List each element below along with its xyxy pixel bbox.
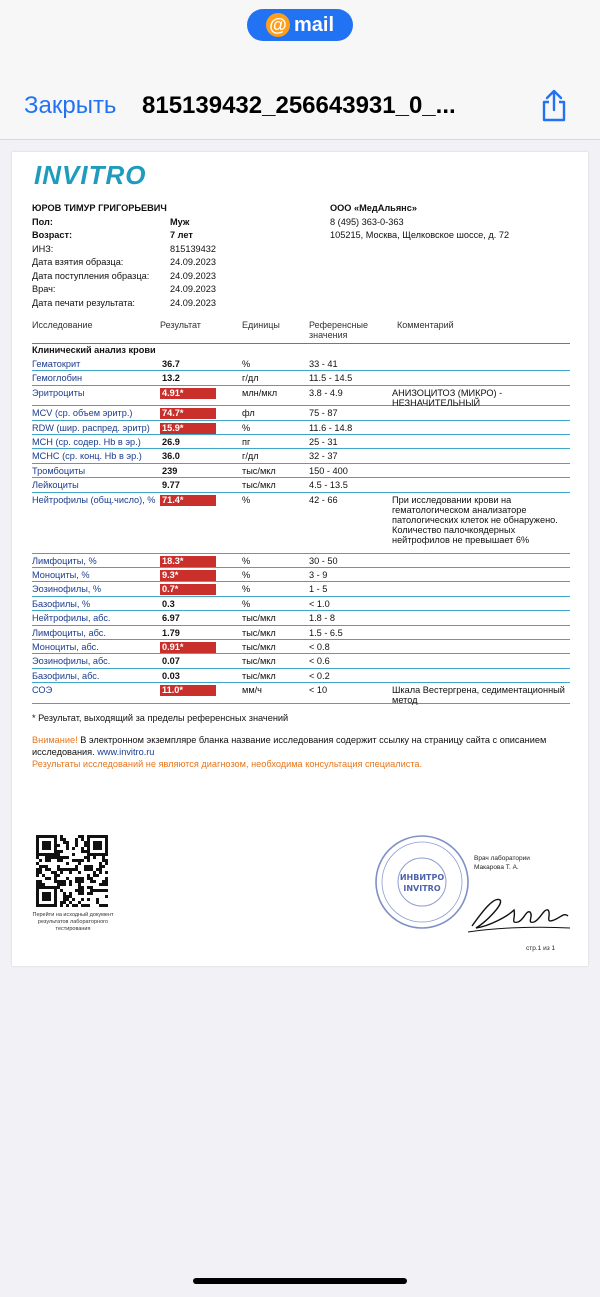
row-name[interactable]: Гематокрит [32, 359, 81, 369]
row-name[interactable]: MCH (ср. содер. Hb в эр.) [32, 437, 141, 448]
table-header [32, 320, 570, 342]
row-unit: г/дл [242, 373, 259, 384]
row-name[interactable]: Нейтрофилы, абс. [32, 613, 111, 624]
patient-field [32, 270, 322, 284]
row-reference: 32 - 37 [309, 451, 338, 462]
row-reference: < 0.2 [309, 670, 330, 681]
patient-field-value: 24.09.2023 [170, 284, 216, 294]
table-row [32, 478, 570, 492]
row-unit: % [242, 598, 251, 609]
qr-caption: Перейти на исходный документ результатов лабораторного тестирования [32, 912, 114, 932]
row-unit: тыс/мкл [242, 670, 276, 681]
row-name[interactable]: MCV (ср. объем эритр.) [32, 408, 133, 419]
row-name[interactable]: Лейкоциты [32, 480, 79, 491]
row-name[interactable]: Гемоглобин [32, 373, 83, 384]
row-reference: 11.5 - 14.5 [309, 373, 353, 384]
table-row [32, 640, 570, 654]
patient-field-value: 7 лет [170, 230, 193, 240]
patient-field [32, 216, 322, 230]
page-number: стр.1 из 1 [526, 945, 556, 952]
row-result: 26.9 [162, 437, 180, 448]
row-reference: 33 - 41 [309, 359, 338, 369]
row-unit: % [242, 584, 251, 595]
row-reference: 1.8 - 8 [309, 613, 336, 624]
col-result: Результат [160, 320, 201, 330]
row-reference: 30 - 50 [309, 555, 338, 566]
doctor-title: Врач лаборатории [474, 855, 530, 862]
table-row [32, 669, 570, 683]
row-name[interactable]: Нейтрофилы (общ.число), % [32, 494, 156, 505]
table-row [32, 568, 570, 582]
patient-field [32, 243, 322, 257]
row-name[interactable]: Моноциты, % [32, 570, 90, 581]
lab-block [330, 202, 580, 243]
table-row [32, 654, 570, 668]
table-row [32, 597, 570, 611]
row-unit: г/дл [242, 451, 259, 462]
top-bar [0, 0, 600, 140]
patient-field-label: Возраст: [32, 230, 73, 240]
row-result: 0.3 [162, 598, 175, 609]
row-reference: 4.5 - 13.5 [309, 480, 348, 491]
row-name[interactable]: Эритроциты [32, 387, 85, 398]
row-reference: 25 - 31 [309, 437, 338, 448]
patient-field-label: Врач: [32, 284, 56, 294]
share-icon[interactable] [538, 89, 570, 123]
col-comment: Комментарий [397, 320, 454, 330]
row-result: 11.0* [160, 685, 216, 696]
row-reference: 11.6 - 14.8 [309, 422, 353, 433]
table-row [32, 435, 570, 449]
lab-address: 105215, Москва, Щелковское шоссе, д. 72 [330, 230, 510, 240]
row-unit: % [242, 494, 251, 505]
table-row [32, 582, 570, 596]
disclaimer: Результаты исследований не являются диагнозом, необходима консультация специалиста. [32, 759, 423, 769]
table-row [32, 464, 570, 478]
lab-name: ООО «МедАльянс» [330, 203, 417, 213]
row-name[interactable]: Эозинофилы, абс. [32, 656, 111, 667]
row-result: 9.77 [162, 480, 180, 491]
patient-field-label: Пол: [32, 216, 53, 227]
row-result: 15.9* [160, 423, 216, 434]
table-row [32, 626, 570, 640]
row-name[interactable]: Тромбоциты [32, 465, 86, 476]
row-unit: мм/ч [242, 685, 262, 696]
signature-icon [464, 882, 572, 938]
row-unit: % [242, 570, 251, 581]
row-name[interactable]: Моноциты, абс. [32, 641, 99, 652]
patient-block [32, 202, 322, 310]
row-unit: % [242, 422, 251, 433]
row-name[interactable]: Эозинофилы, % [32, 584, 102, 595]
table-row [32, 554, 570, 568]
row-unit: тыс/мкл [242, 656, 276, 667]
svg-text:INVITRO: INVITRO [403, 884, 441, 893]
table-row [32, 611, 570, 625]
document-filename: 815139432_256643931_0_... [142, 92, 456, 119]
row-result: 13.2 [162, 373, 180, 384]
row-comment: Шкала Вестергрена, седиментационный метод [392, 685, 565, 706]
row-result: 36.7 [162, 359, 180, 369]
patient-field-value: 24.09.2023 [170, 270, 216, 281]
patient-name: ЮРОВ ТИМУР ГРИГОРЬЕВИЧ [32, 203, 167, 213]
row-unit: % [242, 359, 251, 369]
attention-label: Внимание! [32, 735, 78, 745]
row-reference: < 10 [309, 685, 328, 696]
row-name[interactable]: Базофилы, % [32, 598, 91, 609]
row-name[interactable]: RDW (шир. распред. эритр) [32, 422, 150, 433]
report-page [12, 152, 588, 966]
col-units: Единицы [242, 320, 280, 330]
mail-app-pill[interactable] [247, 9, 353, 41]
patient-field-label: Дата печати результата: [32, 297, 135, 308]
row-reference: 150 - 400 [309, 465, 348, 476]
row-result: 0.07 [162, 656, 180, 667]
row-result: 1.79 [162, 627, 180, 638]
row-unit: фл [242, 408, 255, 419]
section-title: Клинический анализ крови [32, 343, 570, 355]
invitro-logo: INVITRO [34, 160, 147, 190]
row-reference: 3.8 - 4.9 [309, 387, 343, 398]
table-row [32, 493, 570, 554]
lab-phone: 8 (495) 363-0-363 [330, 216, 404, 227]
row-unit: тыс/мкл [242, 465, 276, 476]
row-unit: млн/мкл [242, 387, 278, 398]
row-unit: пг [242, 437, 251, 448]
row-unit: тыс/мкл [242, 641, 276, 652]
mail-at-icon: @ [266, 13, 290, 37]
table-row [32, 357, 570, 371]
row-result: 18.3* [160, 556, 216, 567]
patient-field [32, 283, 322, 297]
home-indicator[interactable] [193, 1278, 407, 1284]
row-reference: < 1.0 [309, 598, 330, 609]
row-name[interactable]: MCHC (ср. конц. Hb в эр.) [32, 451, 142, 462]
attention-note [32, 734, 572, 770]
mail-brand-label: mail [293, 13, 335, 36]
row-reference: 1.5 - 6.5 [309, 627, 343, 638]
svg-text:ИНВИТРО: ИНВИТРО [399, 873, 445, 882]
row-result: 239 [162, 465, 178, 476]
table-row [32, 371, 570, 385]
patient-field-value: Муж [170, 216, 190, 227]
row-name[interactable]: СОЭ [32, 685, 53, 696]
row-reference: 75 - 87 [309, 408, 338, 419]
table-row [32, 449, 570, 463]
row-comment: При исследовании крови на гематологическом анализаторе патологических клеток не обнаружено. Количество палочкоядерных нейтрофилов не превышает 6% [392, 494, 558, 545]
doctor-name: Макарова Т. А. [474, 864, 519, 871]
row-name[interactable]: Лимфоциты, абс. [32, 627, 106, 638]
row-result: 4.91* [160, 388, 216, 399]
table-row [32, 406, 570, 420]
table-row [32, 386, 570, 407]
patient-field-value: 815139432 [170, 243, 216, 254]
row-unit: % [242, 555, 251, 566]
site-link[interactable]: www.invitro.ru [97, 747, 155, 757]
row-name[interactable]: Базофилы, абс. [32, 670, 100, 681]
patient-field-label: Дата поступления образца: [32, 270, 150, 281]
row-result: 74.7* [160, 408, 216, 419]
row-result: 0.03 [162, 670, 180, 681]
patient-field [32, 297, 322, 311]
row-unit: тыс/мкл [242, 613, 276, 624]
doctor-block [474, 854, 574, 872]
patient-field [32, 229, 322, 243]
row-reference: 3 - 9 [309, 570, 328, 581]
qr-code[interactable] [36, 835, 108, 907]
row-result: 6.97 [162, 613, 180, 624]
results-table [32, 357, 570, 704]
row-comment: АНИЗОЦИТОЗ (МИКРО) - НЕЗНАЧИТЕЛЬНЫЙ [392, 387, 503, 408]
row-reference: 1 - 5 [309, 584, 328, 595]
row-result: 71.4* [160, 495, 216, 506]
patient-field-label: ИНЗ: [32, 243, 54, 254]
patient-field-value: 24.09.2023 [170, 257, 216, 267]
row-reference: 42 - 66 [309, 494, 338, 505]
col-test: Исследование [32, 320, 93, 330]
row-name[interactable]: Лимфоциты, % [32, 555, 97, 566]
patient-field [32, 256, 322, 270]
row-result: 0.91* [160, 642, 216, 653]
col-reference: Референсные значения [309, 320, 368, 340]
row-reference: < 0.8 [309, 641, 330, 652]
table-row [32, 683, 570, 704]
row-unit: тыс/мкл [242, 480, 276, 491]
close-button[interactable]: Закрыть [24, 92, 117, 119]
row-result: 9.3* [160, 570, 216, 581]
attention-text: В электронном экземпляре бланка название исследования содержит ссылку на страницу сайта с описанием исследования. [32, 735, 547, 757]
table-row [32, 421, 570, 435]
patient-field-label: Дата взятия образца: [32, 257, 124, 267]
footnote: * Результат, выходящий за пределы референсных значений [32, 713, 289, 723]
lab-stamp-icon [372, 832, 472, 932]
row-result: 36.0 [162, 451, 180, 462]
row-unit: тыс/мкл [242, 627, 276, 638]
row-reference: < 0.6 [309, 656, 330, 667]
row-result: 0.7* [160, 584, 216, 595]
patient-field-value: 24.09.2023 [170, 297, 216, 308]
